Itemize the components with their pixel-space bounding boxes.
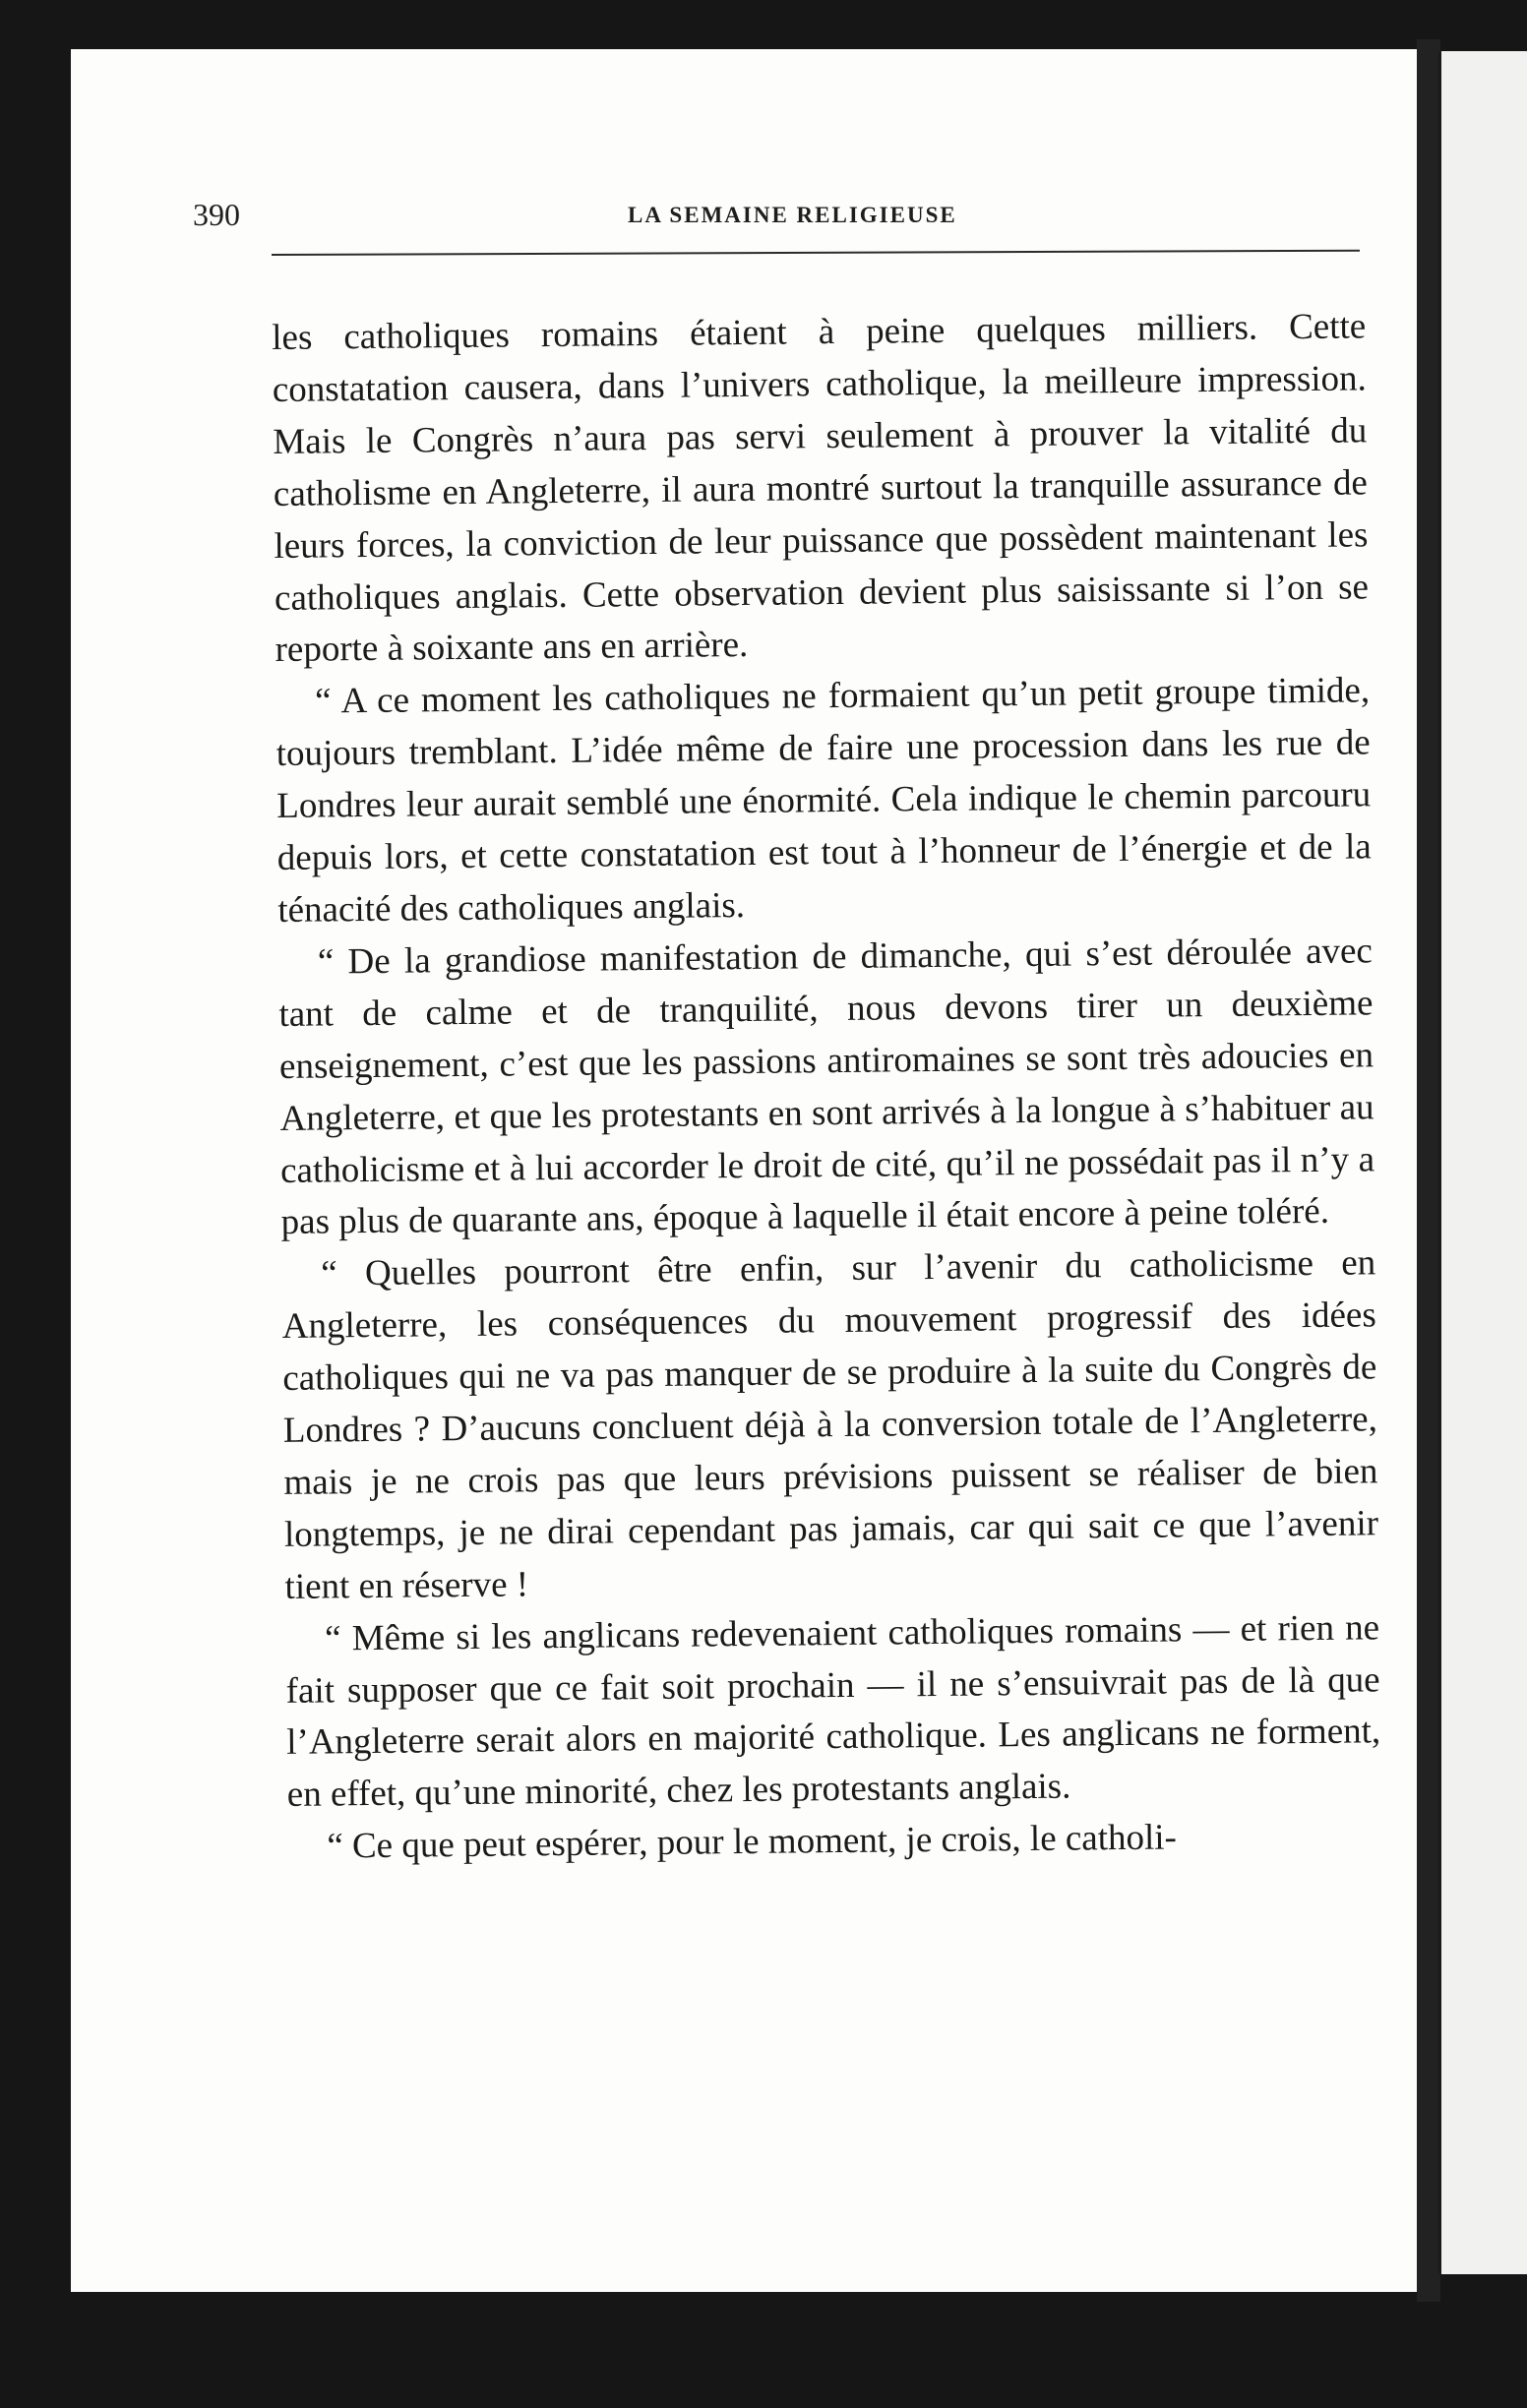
page-gutter (1417, 39, 1440, 2302)
paragraph-5: “ Même si les anglicans redevenaient catholiques romains — et rien ne fait supposer que ce fait soit prochain — il ne s’ensuivrait pas de là que l’Angleterre serait alors en majorité catholique. Les anglicans ne forment, en effet, qu’une minorité, chez les protestants anglais. (285, 1606, 1381, 1816)
facing-page-edge (1438, 51, 1527, 2274)
paragraph-2: “ A ce moment les catholiques ne formaient qu’un petit groupe timide, toujours tremblant. L’idée même de faire une procession dans les rue de Londres leur aurait semblé une énormité. Cela indique le chemin parcouru depuis lors, et cette constatation est tout à l’honneur de l’énergie et de la ténacité des catholiques anglais. (275, 670, 1372, 931)
paragraph-1: les catholiques romains étaient à peine quelques milliers. Cette constatation causera, dans l’univers catholique, la meilleure impression. Mais le Congrès n’aura pas servi seulement à prouver la vitalité du catholisme en Angleterre, il aura montré surtout la tranquille assurance de leurs forces, la conviction de leur puissance que possèdent maintenant les catholiques anglais. Cette observation devient plus saisissante si l’on se reporte à soixante ans en arrière. (272, 306, 1370, 671)
journal-title: LA SEMAINE RELIGIEUSE (628, 203, 957, 227)
paragraph-3: “ De la grandiose manifestation de dimanche, qui s’est déroulée avec tant de calme et de tranquilité, nous devons tirer un deuxième enseignement, c’est que les passions antiromaines se sont très adoucies en Angleterre, et que les protestants en sont arrivés à la longue à s’habituer au catholicisme et à lui accorder le droit de cité, qu’il ne possédait pas il n’y a pas plus de quarante ans, époque à laquelle il était encore à peine toléré. (278, 931, 1375, 1243)
paragraph-4: “ Quelles pourront être enfin, sur l’avenir du catholicisme en Angleterre, les conséquences du mouvement progressif des idées catholiques qui ne va pas manquer de se produire à la suite du Congrès de Londres ? D’aucuns concluent déjà à la conversion totale de l’Angleterre, mais je ne crois pas que leurs prévisions puissent se réaliser de bien longtemps, je ne dirai cependant pas jamais, car qui sait ce que l’avenir tient en réserve ! (281, 1242, 1379, 1607)
page-number: 390 (193, 197, 240, 232)
paragraph-6: “ Ce que peut espérer, pour le moment, je crois, le catholi- (327, 1817, 1178, 1867)
body-text (272, 301, 1382, 1874)
running-head (193, 197, 1364, 236)
